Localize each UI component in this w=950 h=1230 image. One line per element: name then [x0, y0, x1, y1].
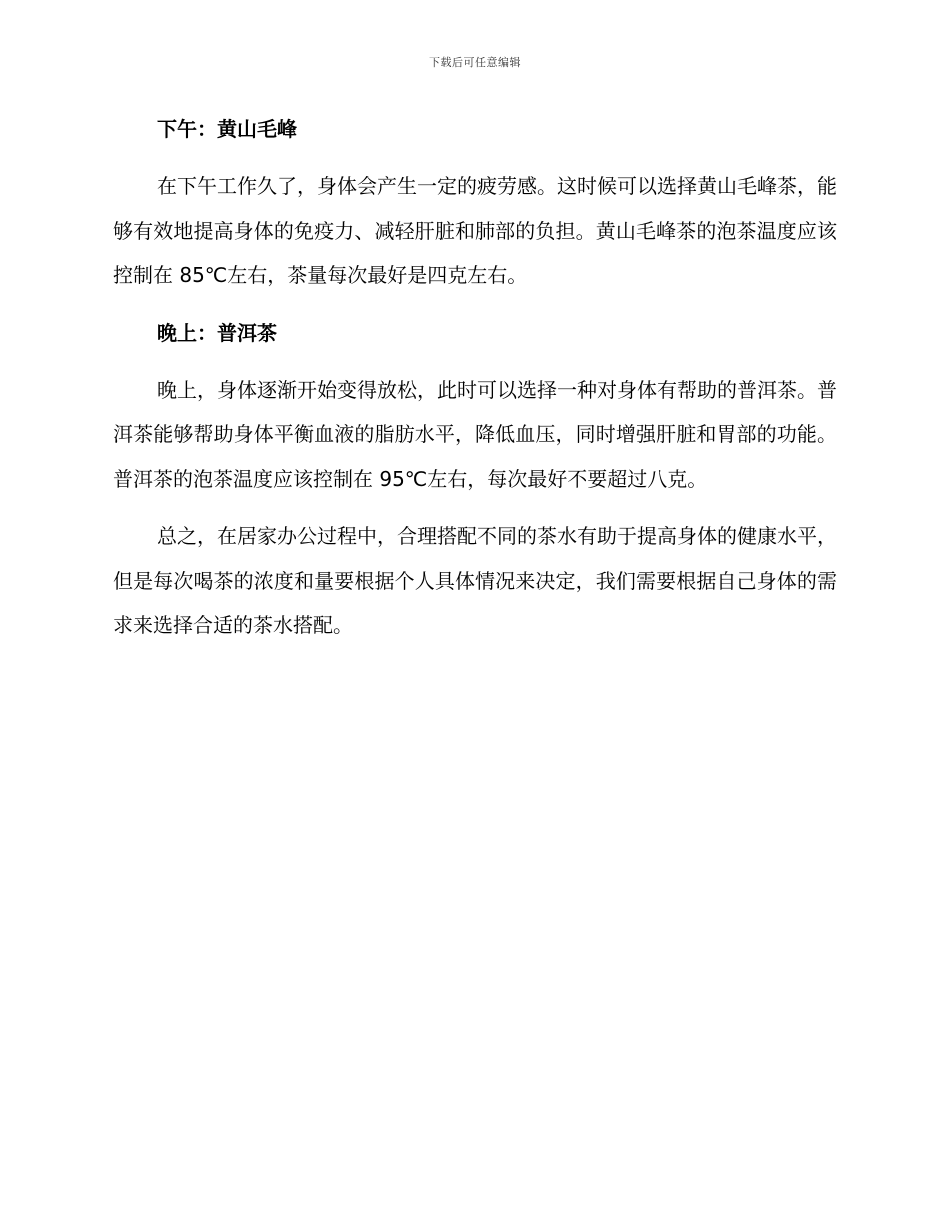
section-heading-afternoon: 下午：黄山毛峰	[157, 117, 297, 141]
page-header-note: 下载后可任意编辑	[429, 56, 521, 69]
document-body	[113, 107, 837, 661]
section-paragraph-evening: 晚上，身体逐渐开始变得放松，此时可以选择一种对身体有帮助的普洱茶。普洱茶能够帮助身体平衡血液的脂肪水平，降低血压，同时增强肝脏和胃部的功能。普洱茶的泡茶温度应该控制在 95℃左右，每次最好不要超过八克。	[113, 377, 837, 491]
section-paragraph-afternoon: 在下午工作久了，身体会产生一定的疲劳感。这时候可以选择黄山毛峰茶，能够有效地提高身体的免疫力、减轻肝脏和肺部的负担。黄山毛峰茶的泡茶温度应该控制在 85℃左右，茶量每次最好是四克左右。	[113, 174, 837, 287]
conclusion-paragraph: 总之，在居家办公过程中，合理搭配不同的茶水有助于提高身体的健康水平，但是每次喝茶的浓度和量要根据个人具体情况来决定，我们需要根据自己身体的需求来选择合适的茶水搭配。	[113, 524, 837, 637]
section-heading-evening: 晚上：普洱茶	[157, 320, 277, 345]
